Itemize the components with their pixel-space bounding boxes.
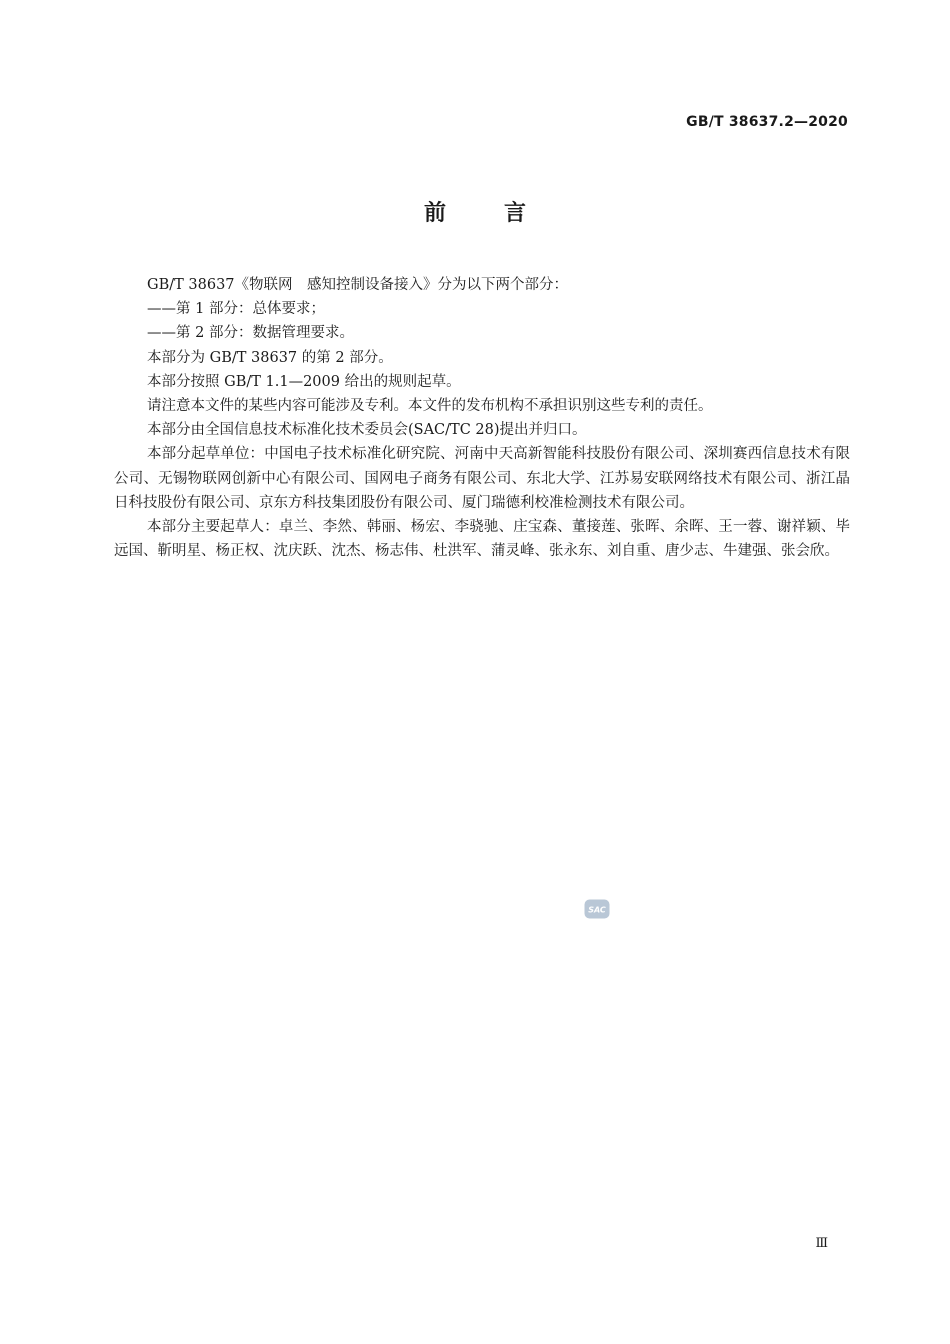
svg-text:SAC: SAC xyxy=(588,905,606,915)
sac-watermark-logo-icon xyxy=(584,899,610,919)
paragraph-drafting-units: 本部分起草单位：中国电子技术标准化研究院、河南中天高新智能科技股份有限公司、深圳赛西信息技术有限公司、无锡物联网创新中心有限公司、国网电子商务有限公司、东北大学、江苏易安联网络技术有限公司、浙江晶日科技股份有限公司、京东方科技集团股份有限公司、厦门瑞德利校准检测技术有限公司。 xyxy=(114,446,850,511)
page-title: 前言 xyxy=(423,201,584,226)
paragraph-parts-intro: GB/T 38637《物联网 感知控制设备接入》分为以下两个部分： xyxy=(147,277,569,293)
paragraph-drafting-rules: 本部分按照 GB/T 1.1—2009 给出的规则起草。 xyxy=(147,373,461,390)
standard-number: GB/T 38637.2—2020 xyxy=(686,114,848,130)
paragraph-part-1: ——第 1 部分：总体要求； xyxy=(147,301,325,318)
paragraph-part-2: ——第 2 部分：数据管理要求。 xyxy=(147,325,354,342)
paragraph-this-part: 本部分为 GB/T 38637 的第 2 部分。 xyxy=(147,349,393,366)
paragraph-patent-notice: 请注意本文件的某些内容可能涉及专利。本文件的发布机构不承担识别这些专利的责任。 xyxy=(147,398,713,415)
paragraph-proposer: 本部分由全国信息技术标准化技术委员会(SAC/TC 28)提出并归口。 xyxy=(147,422,587,439)
paragraph-drafters: 本部分主要起草人：卓兰、李然、韩丽、杨宏、李骁驰、庄宝森、董接莲、张晖、余晖、王一蓉、谢祥颖、毕远国、靳明星、杨正权、沈庆跃、沈杰、杨志伟、杜洪军、蒲灵峰、张永东、刘自重、唐少志、牛建强、张会欣。 xyxy=(114,519,850,560)
foreword-body xyxy=(114,273,850,563)
page-number: Ⅲ xyxy=(815,1236,828,1251)
